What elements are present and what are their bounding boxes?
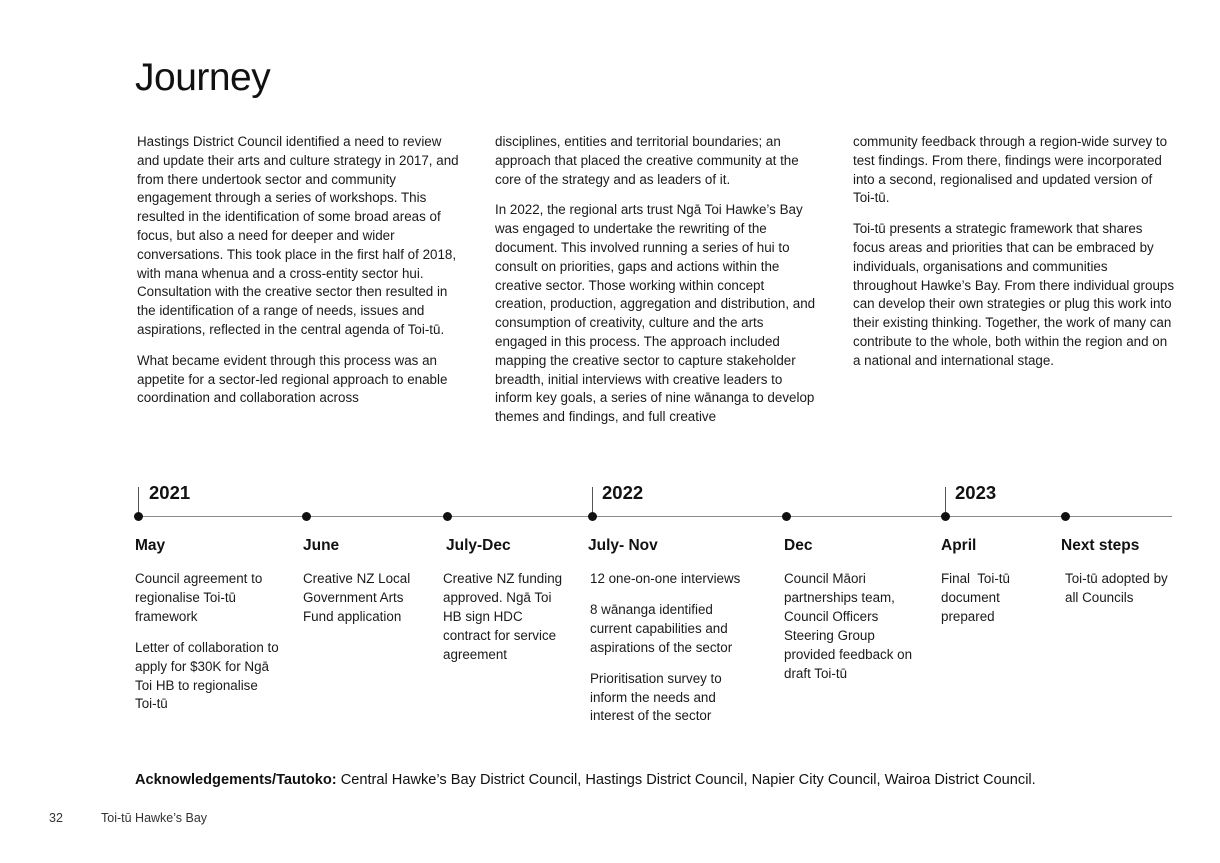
acknowledgements-label: Acknowledgements/Tautoko: [135, 772, 337, 788]
event-item: Council Māori partnerships team, Council Officers Steering Group provided feedback on draft Toi-tū [784, 571, 913, 681]
event-title-dec: Dec [784, 537, 813, 554]
page-number: 32 [49, 811, 63, 825]
timeline-dot [941, 512, 950, 521]
paragraph: What became evident through this process was an appetite for a sector-led regional approach to enable coordination and collaboration across [137, 352, 448, 406]
year-label-2023: 2023 [955, 482, 997, 503]
timeline-dot [782, 512, 791, 521]
event-item: Letter of collaboration to apply for $30K for Ngā Toi HB to regionalise Toi-tū [135, 639, 279, 712]
timeline-dot [134, 512, 143, 521]
acknowledgements [135, 772, 1036, 788]
event-title-june: June [303, 537, 340, 554]
event-title-may: May [135, 537, 166, 554]
timeline-dot [443, 512, 452, 521]
page-title: Journey [135, 56, 271, 99]
event-item: Final Toi-tū document prepared [941, 571, 1014, 624]
event-item: Toi-tū adopted by all Councils [1065, 571, 1168, 605]
timeline-dot [1061, 512, 1070, 521]
event-item: Prioritisation survey to inform the needs and interest of the sector [590, 670, 722, 724]
paragraph: Toi-tū presents a strategic framework that shares focus areas and priorities that can be embraced by individuals, organisations and communities throughout Hawke’s Bay. From there individual groups can develop their own strategies or plug this work into their existing thinking. Together, the work of many can contribute to the whole, both within the region and on a national and international stage. [853, 221, 1175, 368]
event-items-july-nov [590, 570, 755, 738]
event-title-july-nov: July- Nov [588, 537, 658, 554]
paragraph: community feedback through a region-wide survey to test findings. From there, findings were incorporated into a second, regionalised and updated version of Toi-tū. [853, 134, 1168, 206]
event-item: Creative NZ funding approved. Ngā Toi HB sign HDC contract for service agreement [443, 571, 563, 662]
event-items-july-dec [443, 570, 568, 677]
body-column-1 [137, 133, 459, 420]
event-item: Council agreement to regionalise Toi-tū framework [135, 571, 263, 624]
acknowledgements-text: Central Hawke’s Bay District Council, Hastings District Council, Napier City Council, Wairoa District Council. [340, 772, 1036, 788]
timeline-dot [302, 512, 311, 521]
timeline-axis [137, 516, 1172, 517]
event-items-next-steps [1061, 570, 1181, 620]
paragraph: Hastings District Council identified a need to review and update their arts and culture strategy in 2017, and from there undertook sector and community engagement through a series of workshops. This resulted in the identification of some broad areas of focus, but also a need for deeper and wider conversations. This took place in the first half of 2018, with mana whenua and a cross-entity sector hui. Consultation with the creative sector then resulted in the identification of a range of needs, issues and aspirations, reflected in the central agenda of Toi-tū. [137, 134, 459, 337]
event-title-april: April [941, 537, 977, 554]
event-item: Creative NZ Local Government Arts Fund application [303, 571, 411, 624]
year-label-2021: 2021 [149, 482, 191, 503]
paragraph: disciplines, entities and territorial boundaries; an approach that placed the creative community at the core of the strategy and as leaders of it. [495, 134, 799, 187]
body-column-2 [495, 133, 817, 439]
event-items-june [303, 570, 428, 639]
paragraph: In 2022, the regional arts trust Ngā Toi Hawke’s Bay was engaged to undertake the rewriting of the document. This involved running a series of hui to consult on priorities, gaps and actions within the creative sector. Those working within concept creation, production, aggregation and distribution, and consumption of creativity, culture and the arts engaged in this process. The approach included mapping the creative sector to capture stakeholder breadth, initial interviews with creative leaders to inform key goals, a series of nine wānanga to develop themes and findings, and full creative [495, 202, 816, 425]
event-items-dec [784, 570, 914, 695]
document-name: Toi-tū Hawke’s Bay [101, 811, 208, 825]
event-item: 12 one-on-one interviews [590, 571, 741, 586]
event-items-may [135, 570, 280, 726]
event-title-next-steps: Next steps [1061, 537, 1140, 554]
event-items-april [941, 570, 1031, 639]
event-item: 8 wānanga identified current capabilities and aspirations of the sector [590, 601, 733, 655]
event-title-july-dec: July-Dec [446, 537, 511, 554]
body-column-3 [853, 133, 1175, 383]
year-label-2022: 2022 [602, 482, 644, 503]
timeline-dot [588, 512, 597, 521]
